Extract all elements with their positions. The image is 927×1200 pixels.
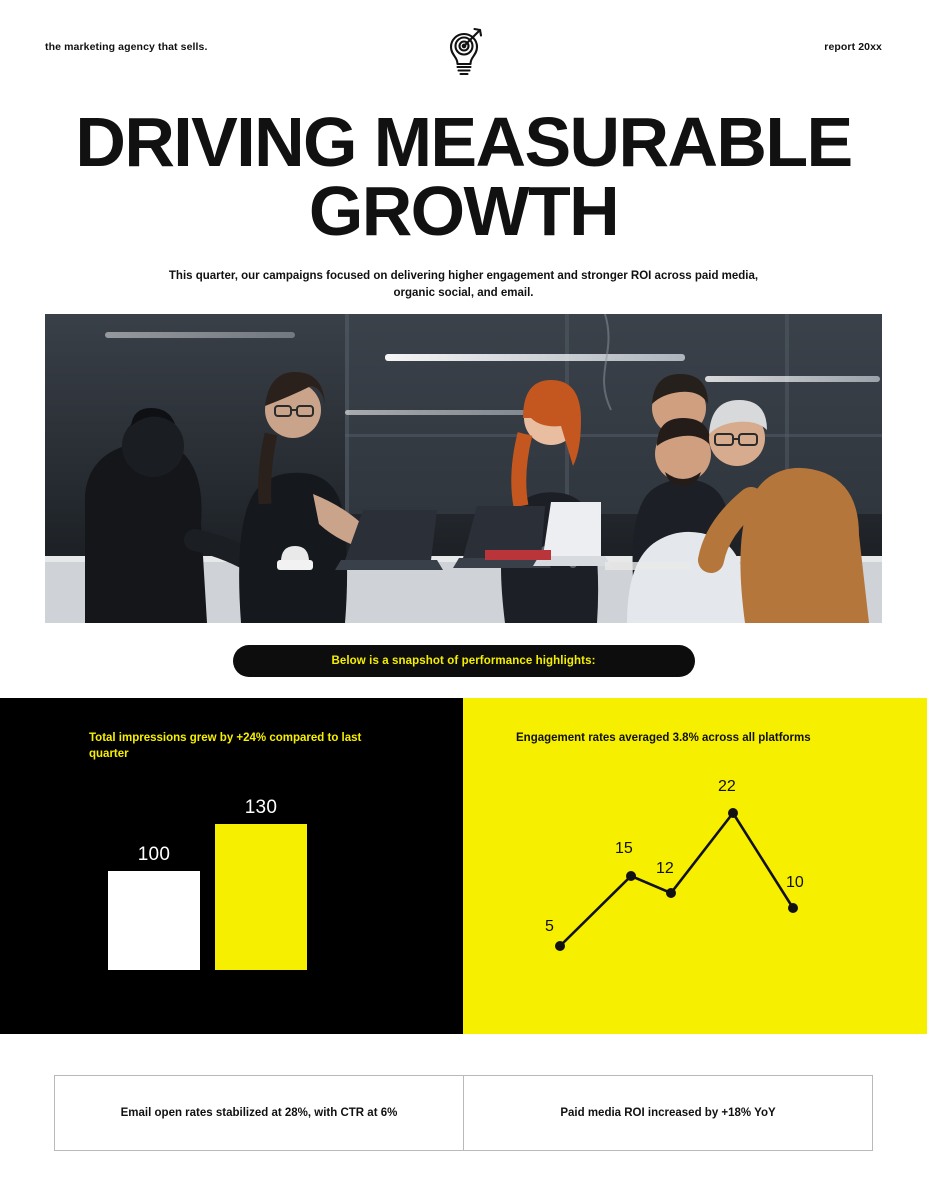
- engagement-caption: Engagement rates averaged 3.8% across all platforms: [516, 732, 811, 744]
- impressions-caption: Total impressions grew by +24% compared to last quarter: [89, 732, 362, 760]
- page-subtitle: This quarter, our campaigns focused on delivering higher engagement and stronger ROI across paid media, organic social, and email.: [168, 270, 759, 299]
- bar-rect-last-quarter: [108, 871, 200, 970]
- bar-group-last-quarter: [108, 844, 200, 970]
- page-header: [0, 34, 927, 68]
- footer-stat-email: Email open rates stabilized at 28%, with CTR at 6%: [120, 1107, 398, 1119]
- bar-rect-this-quarter: [215, 824, 307, 970]
- bar-value-this-quarter: 130: [244, 797, 278, 818]
- target-lightbulb-logo: [433, 20, 495, 82]
- line-label-p5: 10: [786, 874, 804, 891]
- line-label-p1: 5: [545, 918, 554, 935]
- page-title: DRIVING MEASURABLE GROWTH: [75, 103, 852, 251]
- line-label-p3: 12: [656, 860, 674, 877]
- agency-tagline: the marketing agency that sells.: [45, 41, 208, 53]
- line-label-p2: 15: [615, 840, 633, 857]
- line-label-p4: 22: [718, 778, 736, 795]
- impressions-panel: [0, 698, 463, 1034]
- hero-image: [45, 314, 882, 623]
- highlights-pill: [233, 645, 695, 677]
- bar-group-this-quarter: [215, 797, 307, 970]
- stats-panels: [0, 698, 927, 1034]
- engagement-panel: [463, 698, 927, 1034]
- engagement-line-chart: [503, 776, 893, 986]
- footer-stat-boxes: [54, 1075, 873, 1151]
- impressions-bar-chart: [89, 780, 349, 970]
- footer-stat-roi: Paid media ROI increased by +18% YoY: [463, 1076, 872, 1150]
- highlights-pill-label: Below is a snapshot of performance highlights:: [331, 655, 596, 667]
- bar-value-last-quarter: 100: [137, 844, 171, 865]
- report-year: report 20xx: [824, 41, 882, 53]
